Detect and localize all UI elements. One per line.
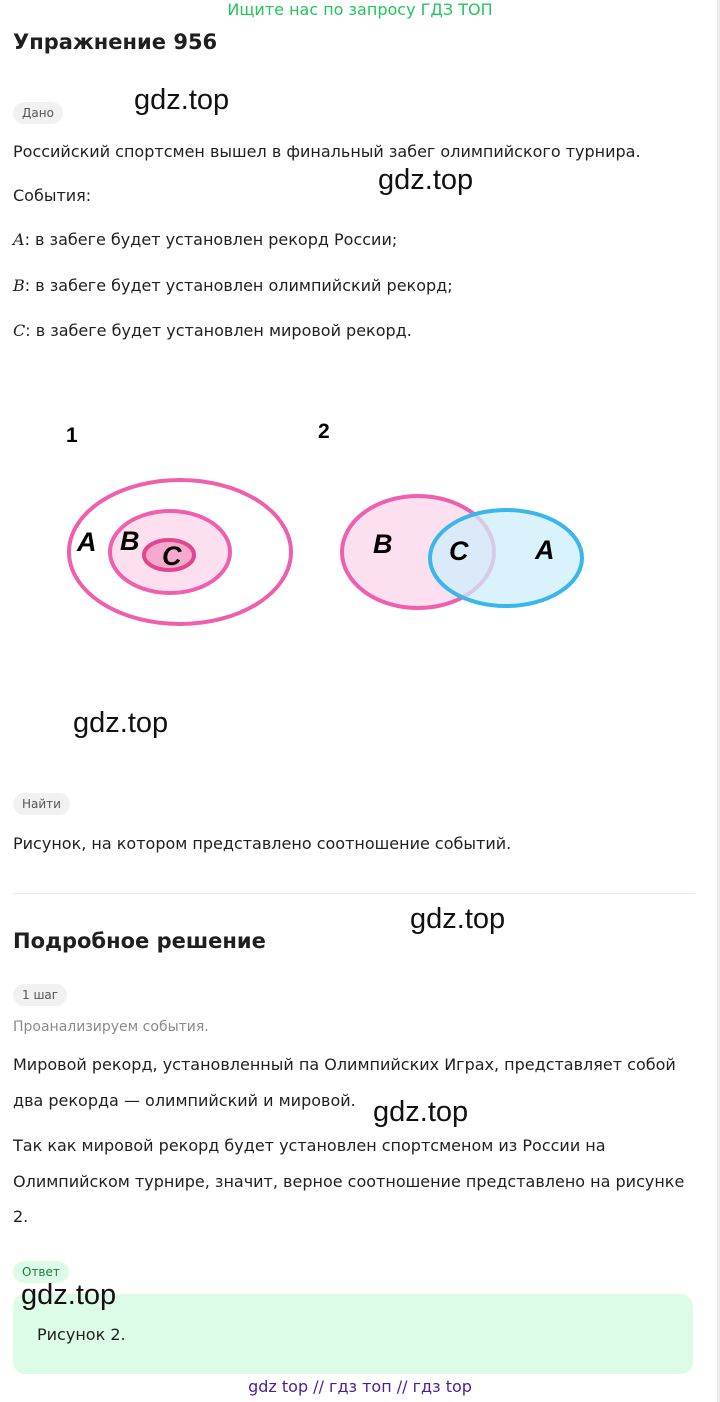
fig2-label-c: C — [449, 536, 469, 566]
watermark: gdz.top — [378, 164, 474, 196]
answer-chip: Ответ — [13, 1261, 69, 1283]
solution-title: Подробное решение — [13, 929, 266, 953]
event-b-var: B — [13, 276, 25, 295]
event-a-text: : в забеге будет установлен рекорд России; — [24, 230, 398, 249]
page-title: Упражнение 956 — [13, 30, 218, 54]
watermark: gdz.top — [410, 903, 506, 935]
solution-p1-line2: два рекорда — олимпийский и мировой. — [13, 1091, 356, 1110]
event-c-var: C — [13, 321, 26, 340]
event-b — [13, 275, 453, 297]
step-note: Проанализируем события. — [13, 1019, 209, 1035]
fig1-label-c: C — [162, 541, 182, 571]
figure-2-label: 2 — [318, 420, 330, 443]
event-a-var: A — [13, 230, 25, 249]
event-a — [13, 229, 397, 251]
fig1-label-b: B — [120, 526, 140, 556]
venn-figures — [0, 400, 720, 650]
given-intro: Российский спортсмен вышел в финальный забег олимпийского турнира. — [13, 142, 641, 161]
fig1-label-a: A — [77, 527, 97, 557]
event-c — [13, 320, 412, 342]
find-chip: Найти — [13, 793, 70, 815]
search-banner[interactable]: Ищите нас по запросу ГДЗ ТОП — [227, 0, 493, 19]
solution-p2-line2: Олимпийском турнире, значит, верное соотношение представлено на рисунке — [13, 1172, 685, 1191]
solution-p1-line1: Мировой рекорд, установленный па Олимпийских Играх, представляет собой — [13, 1055, 676, 1074]
event-c-text: : в забеге будет установлен мировой рекорд. — [25, 321, 412, 340]
find-text: Рисунок, на котором представлено соотношение событий. — [13, 834, 512, 853]
given-chip: Дано — [13, 102, 63, 124]
fig2-label-b: B — [373, 529, 393, 559]
events-label: События: — [13, 186, 92, 205]
footer-links[interactable]: gdz top // гдз топ // гдз top — [248, 1377, 472, 1396]
solution-p2-line1: Так как мировой рекорд будет установлен спортсменом из России на — [13, 1136, 606, 1155]
watermark: gdz.top — [134, 84, 230, 116]
solution-p2-line3: 2. — [13, 1207, 29, 1226]
section-divider — [13, 893, 695, 894]
watermark: gdz.top — [73, 707, 169, 739]
watermark: gdz.top — [21, 1279, 117, 1311]
answer-text: Рисунок 2. — [37, 1325, 126, 1344]
step-chip: 1 шаг — [13, 984, 67, 1006]
watermark: gdz.top — [373, 1096, 469, 1128]
event-b-text: : в забеге будет установлен олимпийский рекорд; — [24, 276, 453, 295]
fig2-label-a: A — [535, 535, 555, 565]
figure-1-label: 1 — [66, 424, 78, 447]
